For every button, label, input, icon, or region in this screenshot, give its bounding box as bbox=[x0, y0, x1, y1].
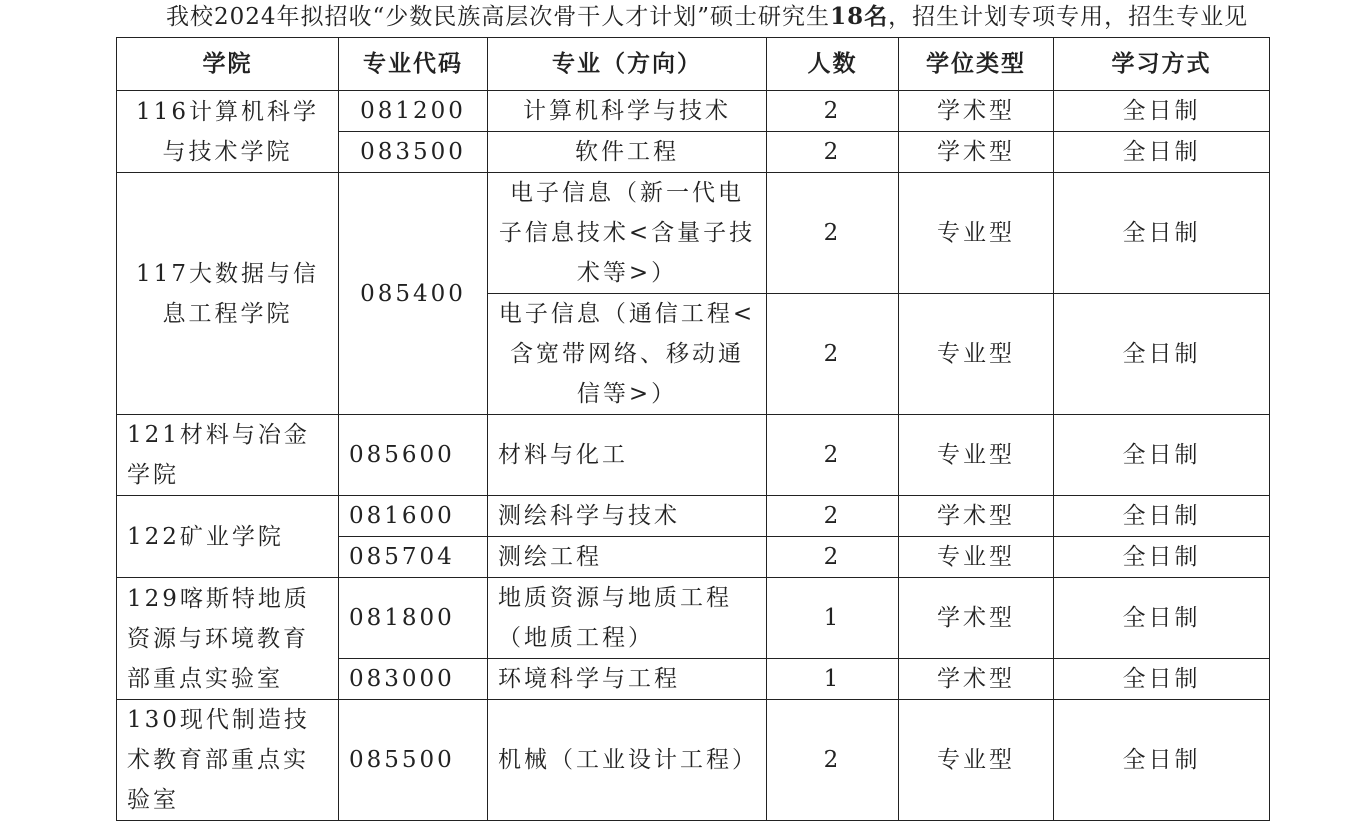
mode-cell: 全日制 bbox=[1054, 659, 1270, 700]
count-cell: 2 bbox=[767, 132, 899, 173]
count-cell: 1 bbox=[767, 659, 899, 700]
code-cell: 081200 bbox=[339, 91, 488, 132]
code-cell: 085600 bbox=[339, 415, 488, 496]
mode-cell: 全日制 bbox=[1054, 578, 1270, 659]
degree-cell: 学术型 bbox=[899, 659, 1054, 700]
mode-cell: 全日制 bbox=[1054, 496, 1270, 537]
mode-cell: 全日制 bbox=[1054, 132, 1270, 173]
count-cell: 2 bbox=[767, 415, 899, 496]
code-cell: 081600 bbox=[339, 496, 488, 537]
code-cell: 083000 bbox=[339, 659, 488, 700]
header-college: 学院 bbox=[117, 38, 339, 91]
major-cell: 电子信息（通信工程<含宽带网络、移动通信等>） bbox=[488, 294, 767, 415]
degree-cell: 学术型 bbox=[899, 132, 1054, 173]
major-cell: 材料与化工 bbox=[488, 415, 767, 496]
degree-cell: 专业型 bbox=[899, 700, 1054, 821]
college-cell: 117大数据与信息工程学院 bbox=[117, 173, 339, 415]
degree-cell: 学术型 bbox=[899, 496, 1054, 537]
count-cell: 2 bbox=[767, 91, 899, 132]
table-row bbox=[117, 415, 1270, 496]
mode-cell: 全日制 bbox=[1054, 91, 1270, 132]
count-cell: 2 bbox=[767, 173, 899, 294]
major-cell: 计算机科学与技术 bbox=[488, 91, 767, 132]
code-cell: 085500 bbox=[339, 700, 488, 821]
major-cell: 电子信息（新一代电子信息技术<含量子技术等>） bbox=[488, 173, 767, 294]
count-cell: 2 bbox=[767, 496, 899, 537]
degree-cell: 专业型 bbox=[899, 173, 1054, 294]
code-cell: 083500 bbox=[339, 132, 488, 173]
degree-cell: 专业型 bbox=[899, 537, 1054, 578]
college-cell: 130现代制造技术教育部重点实验室 bbox=[117, 700, 339, 821]
table-row bbox=[117, 578, 1270, 659]
college-cell: 116计算机科学与技术学院 bbox=[117, 91, 339, 173]
degree-cell: 专业型 bbox=[899, 415, 1054, 496]
major-cell: 测绘科学与技术 bbox=[488, 496, 767, 537]
college-cell: 122矿业学院 bbox=[117, 496, 339, 578]
count-cell: 2 bbox=[767, 700, 899, 821]
code-cell: 085400 bbox=[339, 173, 488, 415]
count-cell: 2 bbox=[767, 537, 899, 578]
degree-cell: 专业型 bbox=[899, 294, 1054, 415]
college-cell: 121材料与冶金学院 bbox=[117, 415, 339, 496]
major-cell: 测绘工程 bbox=[488, 537, 767, 578]
header-count: 人数 bbox=[767, 38, 899, 91]
mode-cell: 全日制 bbox=[1054, 415, 1270, 496]
degree-cell: 学术型 bbox=[899, 578, 1054, 659]
header-study-mode: 学习方式 bbox=[1054, 38, 1270, 91]
table-row bbox=[117, 91, 1270, 132]
mode-cell: 全日制 bbox=[1054, 294, 1270, 415]
header-major: 专业（方向） bbox=[488, 38, 767, 91]
table-row bbox=[117, 496, 1270, 537]
header-code: 专业代码 bbox=[339, 38, 488, 91]
major-cell: 环境科学与工程 bbox=[488, 659, 767, 700]
intro-text-before: 我校2024年拟招收“少数民族高层次骨干人才计划”硕士研究生 bbox=[166, 4, 831, 30]
major-cell: 地质资源与地质工程（地质工程） bbox=[488, 578, 767, 659]
degree-cell: 学术型 bbox=[899, 91, 1054, 132]
header-degree-type: 学位类型 bbox=[899, 38, 1054, 91]
table-row bbox=[117, 173, 1270, 294]
mode-cell: 全日制 bbox=[1054, 700, 1270, 821]
code-cell: 081800 bbox=[339, 578, 488, 659]
enrollment-plan-table bbox=[116, 37, 1270, 821]
intro-paragraph bbox=[166, 2, 1248, 32]
table-row bbox=[117, 700, 1270, 821]
count-cell: 1 bbox=[767, 578, 899, 659]
intro-text-after: ，招生计划专项专用，招生专业见 bbox=[888, 4, 1249, 30]
table-header-row bbox=[117, 38, 1270, 91]
mode-cell: 全日制 bbox=[1054, 173, 1270, 294]
college-cell: 129喀斯特地质资源与环境教育部重点实验室 bbox=[117, 578, 339, 700]
major-cell: 软件工程 bbox=[488, 132, 767, 173]
code-cell: 085704 bbox=[339, 537, 488, 578]
count-cell: 2 bbox=[767, 294, 899, 415]
mode-cell: 全日制 bbox=[1054, 537, 1270, 578]
major-cell: 机械（工业设计工程） bbox=[488, 700, 767, 821]
intro-count: 18名 bbox=[830, 3, 889, 30]
